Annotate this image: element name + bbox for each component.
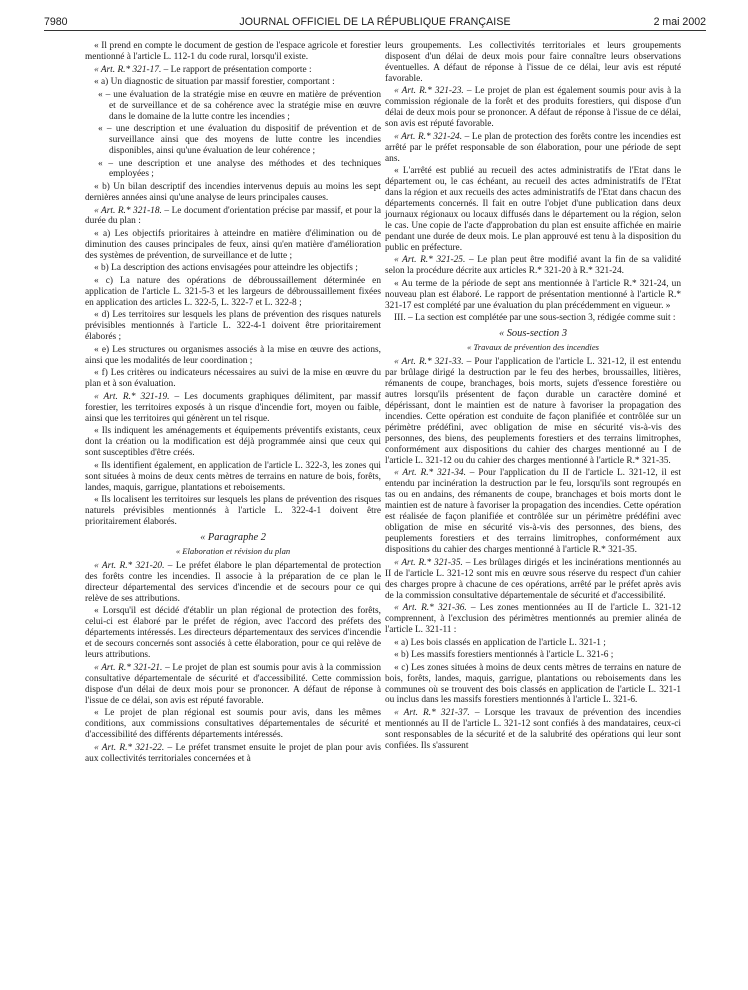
- article-reference: « Art. R.* 321-35.: [394, 557, 463, 568]
- article-reference: « Art. R.* 321-24.: [394, 131, 463, 142]
- article-paragraph: [85, 206, 381, 228]
- article-text: – Les zones mentionnées au II de l'article L. 321-12 comprennent, à l'exclusion des périmètres mentionnés au premier alinéa de l'article L. 321-11 :: [385, 603, 681, 635]
- article-text: – Les documents graphiques délimitent, par massif forestier, les territoires exposés à un risque d'incendie fort, moyen ou faible, ainsi que les territoires qui génèrent un tel risque.: [85, 391, 381, 424]
- list-item: « – une description et une analyse des méthodes et des techniques employées ;: [98, 158, 381, 180]
- right-column: [385, 41, 681, 753]
- article-text: – Pour l'application du II de l'article L. 321-12, il est entendu par incinération la destruction par le feu, lorsqu'ils sont regroupés en tas ou en andains, des rémanents de coupe, branchages et bois morts dont le maintien est de nature à favoriser la propagation des incendies. Cette opération est réalisée de façon planifiée et contrôlée sur un périmètre prédéfini avec obligation de mise en sécurité vis-à-vis des personnes, des biens, des peuplements forestiers et des terrains limitrophes, conformément aux dispositions du cahier des charges mentionné à l'article R.* 321-35.: [385, 468, 681, 556]
- paragraph: « f) Les critères ou indicateurs nécessaires au suivi de la mise en œuvre du plan et à son évaluation.: [85, 368, 381, 390]
- article-reference: « Art. R.* 321-37.: [394, 708, 470, 718]
- article-paragraph: [385, 255, 681, 277]
- paragraph: « a) Les bois classés en application de l'article L. 321-1 ;: [394, 637, 606, 648]
- journal-title: JOURNAL OFFICIEL DE LA RÉPUBLIQUE FRANÇAISE: [239, 16, 511, 28]
- article-paragraph: [85, 561, 381, 605]
- page-number: 7980: [44, 16, 68, 28]
- article-reference: « Art. R.* 321-21.: [94, 662, 163, 673]
- section-heading: « Paragraphe 2: [200, 532, 266, 544]
- list-item: « – une évaluation de la stratégie mise en œuvre en matière de prévention et de surveillance et de sa cohérence avec la stratégie mise en œuvre dans le domaine de la lutte contre les incendies ;: [98, 89, 381, 122]
- paragraph: « c) Les zones situées à moins de deux cents mètres de terrains en nature de bois, forêts, landes, maquis, garrigue, plantations ou reboisements dans les communes où se trouvent des bois classés en application de l'article L. 321-1 ou inclus dans les massifs forestiers mentionnés à l'article L. 321-6.: [385, 662, 681, 706]
- paragraph: « Ils identifient également, en application de l'article L. 322-3, les zones qui sont situées à moins de deux cents mètres de terrains en nature de bois, forêts, landes, maquis, garrigue, plantations et reboisements.: [85, 460, 381, 493]
- publication-date: 2 mai 2002: [653, 16, 706, 28]
- paragraph: « L'arrêté est publié au recueil des actes administratifs de l'Etat dans le département ou, le cas échéant, au recueil des actes administratifs de l'Etat dans la région et aux recueils des actes administratifs de l'Etat dans chacun des départements concernés. Il fait en outre l'objet d'une publication dans deux journaux régionaux ou locaux diffusés dans le département ou la région, selon le cas. Une copie de l'acte d'approbation du plan est ensuite affichée en mairie pendant une durée de deux mois. Le plan approuvé est tenu à la disposition du public en préfecture.: [385, 166, 681, 253]
- paragraph: « c) La nature des opérations de débroussaillement déterminée en application de l'article L. 321-5-3 et les largeurs de débroussaillement fixées en application des articles L. 322-5, L. 322-7 et L. 322-8 ;: [85, 276, 381, 308]
- article-reference: « Art. R.* 321-19.: [94, 391, 170, 402]
- section-subheading: « Elaboration et révision du plan: [175, 546, 291, 557]
- article-text: – Le préfet élabore le plan départemental de protection des forêts contre les incendies. Il associe à la préparation de ce plan le directeur départemental des services d'incendie et de secours pour ce qui relève de ses attributions.: [85, 561, 382, 604]
- article-reference: « Art. R.* 321-36.: [394, 603, 467, 614]
- continued-paragraph: leurs groupements. Les collectivités territoriales et leurs groupements disposent d'un délai de deux mois pour faire connaître leurs observations éventuelles. A défaut de réponse à l'issue de ce délai, leur avis est réputé favorable.: [385, 41, 681, 84]
- page-header: [44, 14, 706, 31]
- article-text: – Le plan de protection des forêts contre les incendies est arrêté par le préfet responsable de son élaboration, pour une période de sept ans.: [385, 131, 681, 164]
- article-text: – Pour l'application de l'article L. 321-12, il est entendu par brûlage dirigé la destruction par le feu des herbes, broussailles, litières, rémanents de coupe, branchages, bois morts, sujets d'essence forestière ou autres lorsqu'ils présentent de façon durable un caractère dominé et dépérissant, dont le maintien est de nature à favoriser la propagation des incendies. Cette opération est conduite de façon planifiée et contrôlée sur un périmètre prédéfini, avec obligation de mise en sécurité vis-à-vis des personnes, des biens, des peuplements forestiers et des terrains limitrophes, conformément aux dispositions du cahier des charges mentionné au I de l'article L. 321-12 ou du cahier des charges mentionné à l'article R.* 321-35.: [385, 357, 681, 466]
- section-subheading: « Travaux de prévention des incendies: [467, 342, 599, 353]
- paragraph: « e) Les structures ou organismes associés à la mise en œuvre des actions, ainsi que les modalités de leur coordination ;: [85, 344, 381, 366]
- article-text: – Le rapport de présentation comporte :: [161, 64, 312, 75]
- article-text: – Le préfet transmet ensuite le projet de plan pour avis aux collectivités territoriales concernées et à: [85, 742, 381, 764]
- article-paragraph: [385, 558, 681, 602]
- article-reference: « Art. R.* 321-34.: [394, 468, 466, 479]
- list-item: « – une description et une évaluation du dispositif de prévention et de surveillance ainsi que des moyens de lutte contre les incendies disponibles, ainsi qu'une évaluation de leur cohérence ;: [98, 124, 381, 156]
- paragraph: « d) Les territoires sur lesquels les plans de prévention des risques naturels prévisibles mentionnés à l'article L. 322-4-1 doivent être prioritairement élaborés ;: [85, 310, 381, 343]
- article-text: – Le projet de plan est soumis pour avis à la commission consultative départementale de sécurité et d'accessibilité. Cette commission dispose d'un délai de deux mois pour se prononcer. A défaut de réponse à l'issue de ce délai, son avis est réputé favorable.: [85, 662, 381, 706]
- article-paragraph: [385, 86, 681, 130]
- paragraph: « Il prend en compte le document de gestion de l'espace agricole et forestier mentionné à l'article L. 112-1 du code rural, lorsqu'il existe.: [85, 41, 381, 62]
- article-reference: « Art. R.* 321-18.: [94, 205, 162, 216]
- paragraph: « Ils localisent les territoires sur lesquels les plans de prévention des risques naturels prévisibles mentionnés à l'article L. 322-4-1 doivent être prioritairement élaborés.: [85, 495, 381, 528]
- article-paragraph: [385, 708, 681, 752]
- article-reference: « Art. R.* 321-25.: [394, 255, 466, 266]
- article-reference: « Art. R.* 321-17.: [94, 64, 162, 75]
- left-column: [85, 41, 381, 766]
- section-heading: « Sous-section 3: [498, 328, 568, 340]
- article-reference: « Art. R.* 321-20.: [94, 561, 165, 572]
- paragraph: « b) La description des actions envisagées pour atteindre les objectifs ;: [94, 263, 358, 274]
- article-reference: « Art. R.* 321-23.: [394, 86, 464, 97]
- article-text: – Le plan peut être modifié avant la fin de sa validité selon la procédure décrite aux articles R.* 321-20 à R.* 321-24.: [385, 255, 681, 277]
- article-paragraph: [85, 65, 381, 76]
- article-paragraph: [385, 357, 681, 467]
- article-text: – Le document d'orientation précise par massif, et pour la durée du plan :: [85, 205, 381, 227]
- article-paragraph: [385, 132, 681, 165]
- article-paragraph: [385, 603, 681, 636]
- paragraph: « a) Un diagnostic de situation par massif forestier, comportant :: [94, 77, 335, 88]
- paragraph: III. – La section est complétée par une sous-section 3, rédigée comme suit :: [394, 313, 676, 324]
- paragraph: « Au terme de la période de sept ans mentionnée à l'article R.* 321-24, un nouveau plan est élaboré. Le rapport de présentation mentionné à l'article R.* 321-17 est complété par une évaluation du plan précédemment en vigueur. »: [385, 278, 681, 311]
- article-paragraph: [85, 392, 381, 425]
- article-text: – Le projet de plan est également soumis pour avis à la commission régionale de la forêt et des produits forestiers, qui dispose d'un délai de deux mois pour se prononcer. A défaut de réponse à l'issue de ce délai, son avis est réputé favorable.: [385, 86, 681, 130]
- article-paragraph: [385, 468, 681, 556]
- paragraph: « b) Un bilan descriptif des incendies intervenus depuis au moins les sept dernières années ainsi qu'une analyse de leurs principales causes.: [85, 182, 381, 203]
- paragraph: « Le projet de plan régional est soumis pour avis, dans les mêmes conditions, aux commissions consultatives départementales de sécurité et d'accessibilité des différents départements intéressés.: [85, 708, 381, 741]
- paragraph: « Lorsqu'il est décidé d'établir un plan régional de protection des forêts, celui-ci est élaboré par le préfet de région, avec l'accord des préfets des départements intéressés. Les directeurs départementaux des services d'incendie et de secours concernés sont associés à cette élaboration, pour ce qui relève de leurs attributions.: [85, 606, 381, 661]
- article-paragraph: [85, 743, 381, 765]
- paragraph: « a) Les objectifs prioritaires à atteindre en matière d'élimination ou de diminution des causes principales de feux, ainsi qu'en matière d'amélioration des systèmes de prévention, de surveillance et de lutte ;: [85, 229, 381, 261]
- article-text: – Les brûlages dirigés et les incinérations mentionnés au II de l'article L. 321-12 sont mis en œuvre sous réserve du respect d'un cahier des charges propre à chacune de ces opérations, arrêté par le préfet après avis de la commission consultative départementale de sécurité et d'accessibilité.: [385, 557, 681, 601]
- paragraph: « b) Les massifs forestiers mentionnés à l'article L. 321-6 ;: [394, 650, 614, 661]
- article-reference: « Art. R.* 321-22.: [94, 742, 165, 753]
- article-paragraph: [85, 663, 381, 707]
- article-reference: « Art. R.* 321-33.: [394, 357, 464, 368]
- article-text: – Lorsque les travaux de prévention des incendies mentionnés au II de l'article L. 321-12 sont confiés à des mandataires, ceux-ci sont responsables de la sécurité et de la salubrité des opérations qui leur sont confiées. Ils s'assurent: [385, 708, 681, 751]
- paragraph: « Ils indiquent les aménagements et équipements préventifs existants, ceux dont la création ou la modification est déjà programmée ainsi que ceux qui sont susceptibles d'être créés.: [85, 426, 381, 459]
